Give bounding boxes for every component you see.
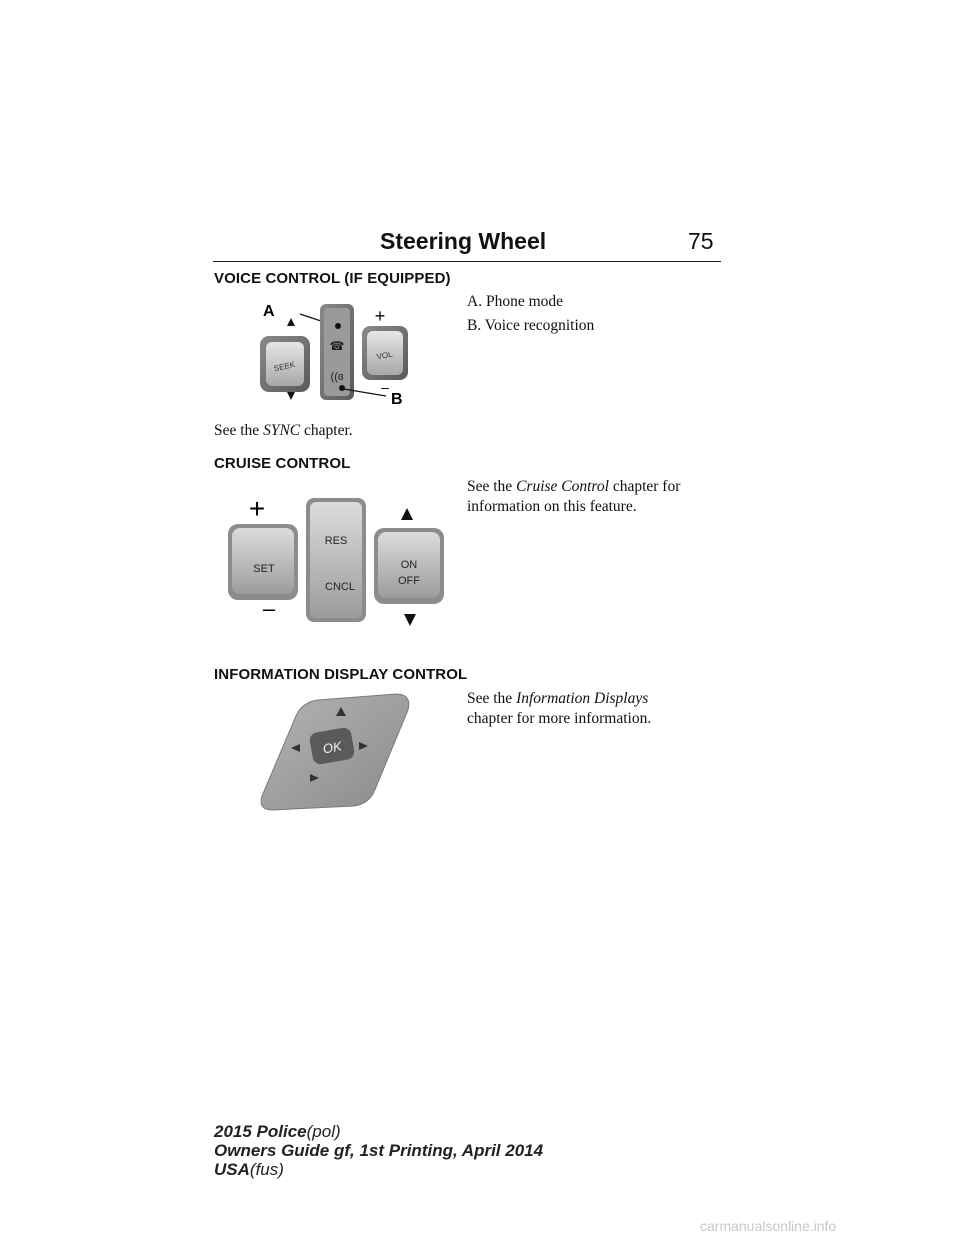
header-rule bbox=[213, 261, 721, 262]
cruise-control-chapter-ref[interactable]: Cruise Control bbox=[516, 478, 609, 495]
voice-control-figure bbox=[214, 292, 464, 412]
cruise-see-chapter: See the Cruise Control chapter for information on this feature. bbox=[467, 478, 681, 515]
arrow-down-icon bbox=[404, 614, 416, 626]
information-displays-chapter-ref[interactable]: Information Displays bbox=[516, 690, 649, 707]
watermark: carmanualsonline.info bbox=[700, 1218, 837, 1234]
cncl-label: CNCL bbox=[325, 581, 355, 593]
set-minus-icon: – bbox=[262, 596, 276, 621]
arrow-up-icon bbox=[287, 318, 295, 326]
section-heading-information-display-control: INFORMATION DISPLAY CONTROL bbox=[214, 666, 468, 683]
res-label: RES bbox=[324, 535, 348, 547]
section-heading-voice-control: VOICE CONTROL (IF EQUIPPED) bbox=[214, 270, 451, 287]
info-see-chapter: See the Information Displays chapter for more information. bbox=[467, 690, 652, 727]
section-heading-cruise-control: CRUISE CONTROL bbox=[214, 455, 351, 472]
sync-chapter-ref[interactable]: SYNC bbox=[263, 422, 301, 439]
seek-label: SEEK bbox=[273, 359, 296, 374]
voice-icon[interactable]: ((ɞ bbox=[330, 371, 344, 383]
cruise-control-figure bbox=[222, 492, 452, 642]
set-label: SET bbox=[253, 563, 275, 575]
footer-line-2: Owners Guide gf, 1st Printing, April 2014 bbox=[214, 1141, 544, 1160]
label-voice-recognition: B. Voice recognition bbox=[467, 317, 595, 334]
label-phone-mode: A. Phone mode bbox=[467, 293, 564, 310]
vol-label: VOL bbox=[375, 349, 394, 362]
voice-see-sync: See the SYNC chapter. bbox=[214, 422, 353, 439]
page-header-title: Steering Wheel bbox=[380, 228, 547, 254]
footer-line-3: USA(fus) bbox=[214, 1160, 284, 1179]
on-label: ON bbox=[400, 559, 418, 571]
information-display-figure bbox=[256, 692, 416, 814]
phone-icon[interactable]: ☎ bbox=[329, 339, 345, 353]
volume-minus-icon: – bbox=[381, 379, 389, 395]
off-label: OFF bbox=[398, 575, 420, 587]
arrow-down-icon bbox=[287, 392, 295, 400]
page-number: 75 bbox=[688, 228, 714, 254]
arrow-up-icon bbox=[401, 508, 413, 520]
callout-a: A bbox=[263, 303, 275, 320]
volume-plus-icon: + bbox=[374, 306, 386, 326]
footer-line-1: 2015 Police(pol) bbox=[214, 1122, 341, 1141]
set-plus-icon: + bbox=[248, 493, 266, 524]
ok-label: OK bbox=[321, 738, 343, 757]
callout-b: B bbox=[391, 391, 403, 408]
